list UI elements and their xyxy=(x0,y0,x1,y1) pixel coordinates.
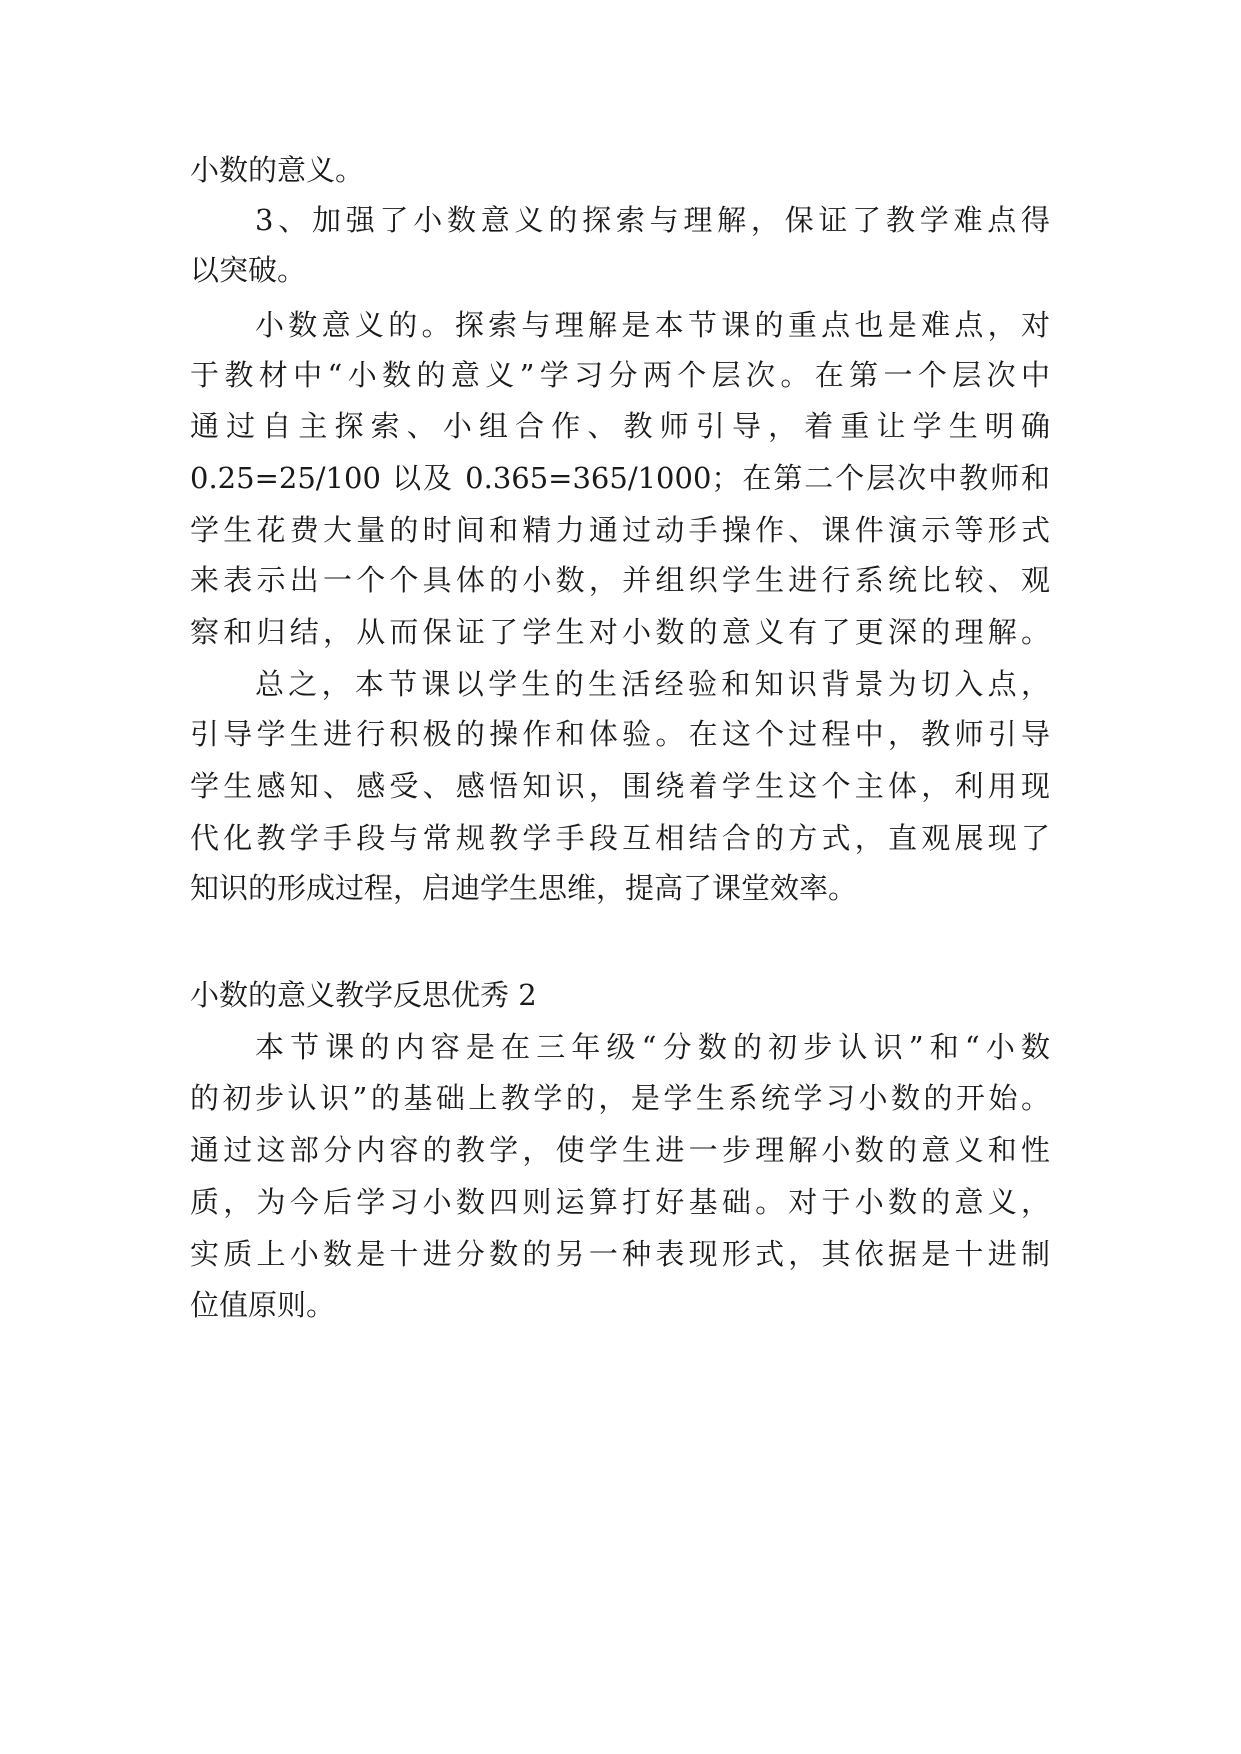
paragraph-line: 位值原则。 xyxy=(190,1288,336,1322)
paragraph-line: 以突破。 xyxy=(190,253,307,287)
paragraph-line: 代化教学手段与常规教学手段互相结合的方式，直观展现了 xyxy=(190,821,1050,855)
paragraph-line: 本节课的内容是在三年级“分数的初步认识”和“小数 xyxy=(255,1030,1050,1064)
paragraph-line: 引导学生进行积极的操作和体验。在这个过程中，教师引导 xyxy=(190,717,1050,751)
paragraph-line: 总之，本节课以学生的生活经验和知识背景为切入点， xyxy=(255,667,1050,701)
paragraph-line: 学生花费大量的时间和精力通过动手操作、课件演示等形式 xyxy=(190,513,1050,547)
paragraph-line: 实质上小数是十进分数的另一种表现形式，其依据是十进制 xyxy=(190,1237,1050,1271)
paragraph-line: 通过自主探索、小组合作、教师引导，着重让学生明确 xyxy=(190,409,1050,443)
paragraph-line: 3、加强了小数意义的探索与理解，保证了教学难点得 xyxy=(255,203,1050,237)
paragraph-line: 小数的意义。 xyxy=(190,153,365,187)
paragraph-line: 察和归结，从而保证了学生对小数的意义有了更深的理解。 xyxy=(190,615,1050,649)
paragraph-line: 小数意义的。探索与理解是本节课的重点也是难点，对 xyxy=(255,308,1050,342)
section-heading: 小数的意义教学反思优秀 2 xyxy=(190,978,537,1012)
paragraph-line: 0.25=25/100 以及 0.365=365/1000；在第二个层次中教师和 xyxy=(190,461,1050,495)
paragraph-line: 的初步认识”的基础上教学的，是学生系统学习小数的开始。 xyxy=(190,1081,1050,1115)
paragraph-line: 知识的形成过程，启迪学生思维，提高了课堂效率。 xyxy=(190,871,858,905)
paragraph-line: 通过这部分内容的教学，使学生进一步理解小数的意义和性 xyxy=(190,1133,1050,1167)
paragraph-line: 质，为今后学习小数四则运算打好基础。对于小数的意义， xyxy=(190,1185,1050,1219)
paragraph-line: 于教材中“小数的意义”学习分两个层次。在第一个层次中 xyxy=(190,358,1050,392)
paragraph-line: 来表示出一个个具体的小数，并组织学生进行系统比较、观 xyxy=(190,563,1050,597)
paragraph-line: 学生感知、感受、感悟知识，围绕着学生这个主体，利用现 xyxy=(190,769,1050,803)
